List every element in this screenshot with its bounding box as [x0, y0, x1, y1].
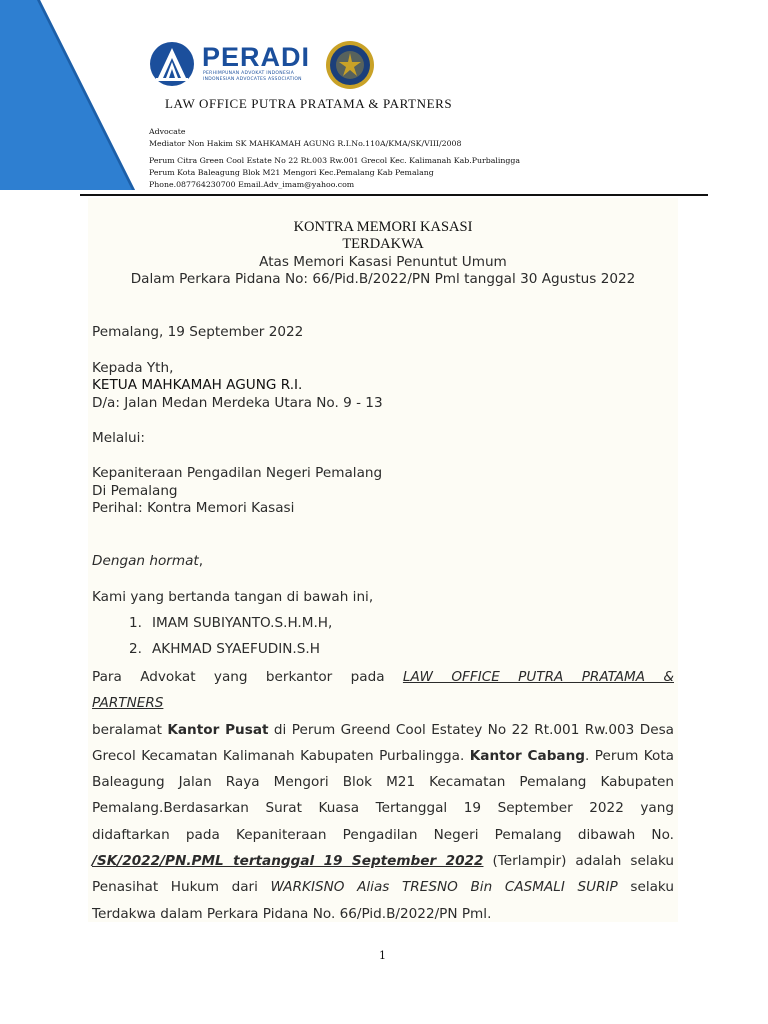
defendant-name: WARKISNO Alias TRESNO Bin CASMALI SURIP	[270, 879, 618, 896]
body-paragraph	[92, 664, 674, 927]
header-line-address-1: Perum Citra Green Cool Estate No 22 Rt.003 Rw.001 Grecol Kec. Kalimanah Kab.Purbalingga	[149, 156, 521, 165]
body-row: Terdakwa dalam Perkara Pidana No. 66/Pid.B/2022/PN Pml.	[92, 905, 492, 922]
body-row	[92, 848, 674, 874]
peradi-subtitle-1: PERHIMPUNAN ADVOKAT INDONESIA	[203, 71, 295, 76]
body-row	[92, 664, 674, 690]
doc-title: KONTRA MEMORI KASASI	[293, 219, 473, 235]
body-text: beralamat	[92, 721, 162, 738]
head-office-label: Kantor Pusat	[167, 721, 269, 738]
peradi-wordmark: PERADI	[202, 42, 311, 72]
header-line-address-2: Perum Kota Baleagung Blok M21 Mengori Kec.Pemalang Kab Pemalang	[149, 168, 434, 177]
firm-name: LAW OFFICE PUTRA PRATAMA & PARTNERS	[165, 96, 453, 111]
doc-reference-1: Atas Memori Kasasi Penuntut Umum	[259, 254, 507, 270]
body-row	[92, 690, 674, 716]
place-date: Pemalang, 19 September 2022	[92, 324, 304, 340]
firm-reference-cont: PARTNERS	[92, 695, 164, 712]
header-line-advocate: Advocate	[149, 127, 186, 136]
body-text: Para Advokat yang berkantor pada	[92, 669, 385, 685]
body-row: didaftarkan pada Kepaniteraan Pengadilan Negeri Pemalang dibawah No.	[92, 826, 674, 843]
corner-decoration	[0, 0, 140, 190]
doc-subtitle: TERDAKWA	[342, 236, 424, 252]
recipient-name: KETUA MAHKAMAH AGUNG R.I.	[92, 377, 303, 393]
page-number: 1	[379, 949, 386, 962]
recipient-address: D/a: Jalan Medan Merdeka Utara No. 9 - 13	[92, 395, 383, 411]
recipient-salutation: Kepada Yth,	[92, 360, 174, 376]
signer-number-2: 2.	[129, 641, 142, 657]
peradi-subtitle	[203, 71, 343, 82]
body-text: di Perum Greend Cool Estatey No 22 Rt.001 Rw.003 Desa	[273, 721, 674, 738]
greeting	[92, 553, 203, 569]
court-line-2: Di Pemalang	[92, 483, 178, 499]
body-row: Baleagung Jalan Raya Mengori Blok M21 Kecamatan Pemalang Kabupaten	[92, 774, 674, 791]
subject-line: Perihal: Kontra Memori Kasasi	[92, 500, 295, 516]
via-label: Melalui:	[92, 430, 145, 446]
doc-reference-2: Dalam Perkara Pidana No: 66/Pid.B/2022/PN Pml tanggal 30 Agustus 2022	[130, 271, 636, 287]
header-line-contact: Phone.087764230700 Email.Adv_imam@yahoo.com	[149, 180, 355, 189]
court-line-1: Kepaniteraan Pengadilan Negeri Pemalang	[92, 465, 383, 481]
body-text: (Terlampir) adalah selaku	[492, 853, 675, 870]
body-row	[92, 743, 674, 769]
peradi-emblem-icon	[148, 40, 198, 90]
peradi-subtitle-2: INDONESIAN ADVOCATES ASSOCIATION	[203, 76, 302, 82]
signer-name-2: AKHMAD SYAEFUDIN.S.H	[152, 641, 320, 657]
body-text: selaku	[630, 879, 674, 896]
seal-icon	[325, 40, 375, 90]
greeting-comma: ,	[198, 553, 204, 569]
header-line-mediator: Mediator Non Hakim SK MAHKAMAH AGUNG R.I.No.110A/KMA/SK/VIII/2008	[149, 139, 462, 148]
intro-line: Kami yang bertanda tangan di bawah ini,	[92, 589, 374, 605]
firm-reference: LAW OFFICE PUTRA PRATAMA &	[402, 669, 674, 685]
body-text: Grecol Kecamatan Kalimanah Kabupaten Purbalingga.	[92, 747, 465, 764]
body-row	[92, 717, 674, 743]
power-of-attorney-number: /SK/2022/PN.PML tertanggal 19 September 2022	[92, 853, 484, 870]
branch-office-label: Kantor Cabang	[469, 747, 586, 764]
peradi-logo	[148, 40, 380, 90]
signer-number-1: 1.	[129, 615, 142, 631]
header-rule	[80, 194, 708, 196]
body-row: Pemalang.Berdasarkan Surat Kuasa Tertanggal 19 September 2022 yang	[92, 800, 674, 817]
greeting-text: Dengan hormat	[92, 553, 199, 569]
signer-name-1: IMAM SUBIYANTO.S.H.M.H,	[152, 615, 333, 631]
body-text: . Perum Kota	[585, 747, 675, 764]
body-text: Penasihat Hukum dari	[92, 879, 258, 896]
body-row	[92, 874, 674, 900]
